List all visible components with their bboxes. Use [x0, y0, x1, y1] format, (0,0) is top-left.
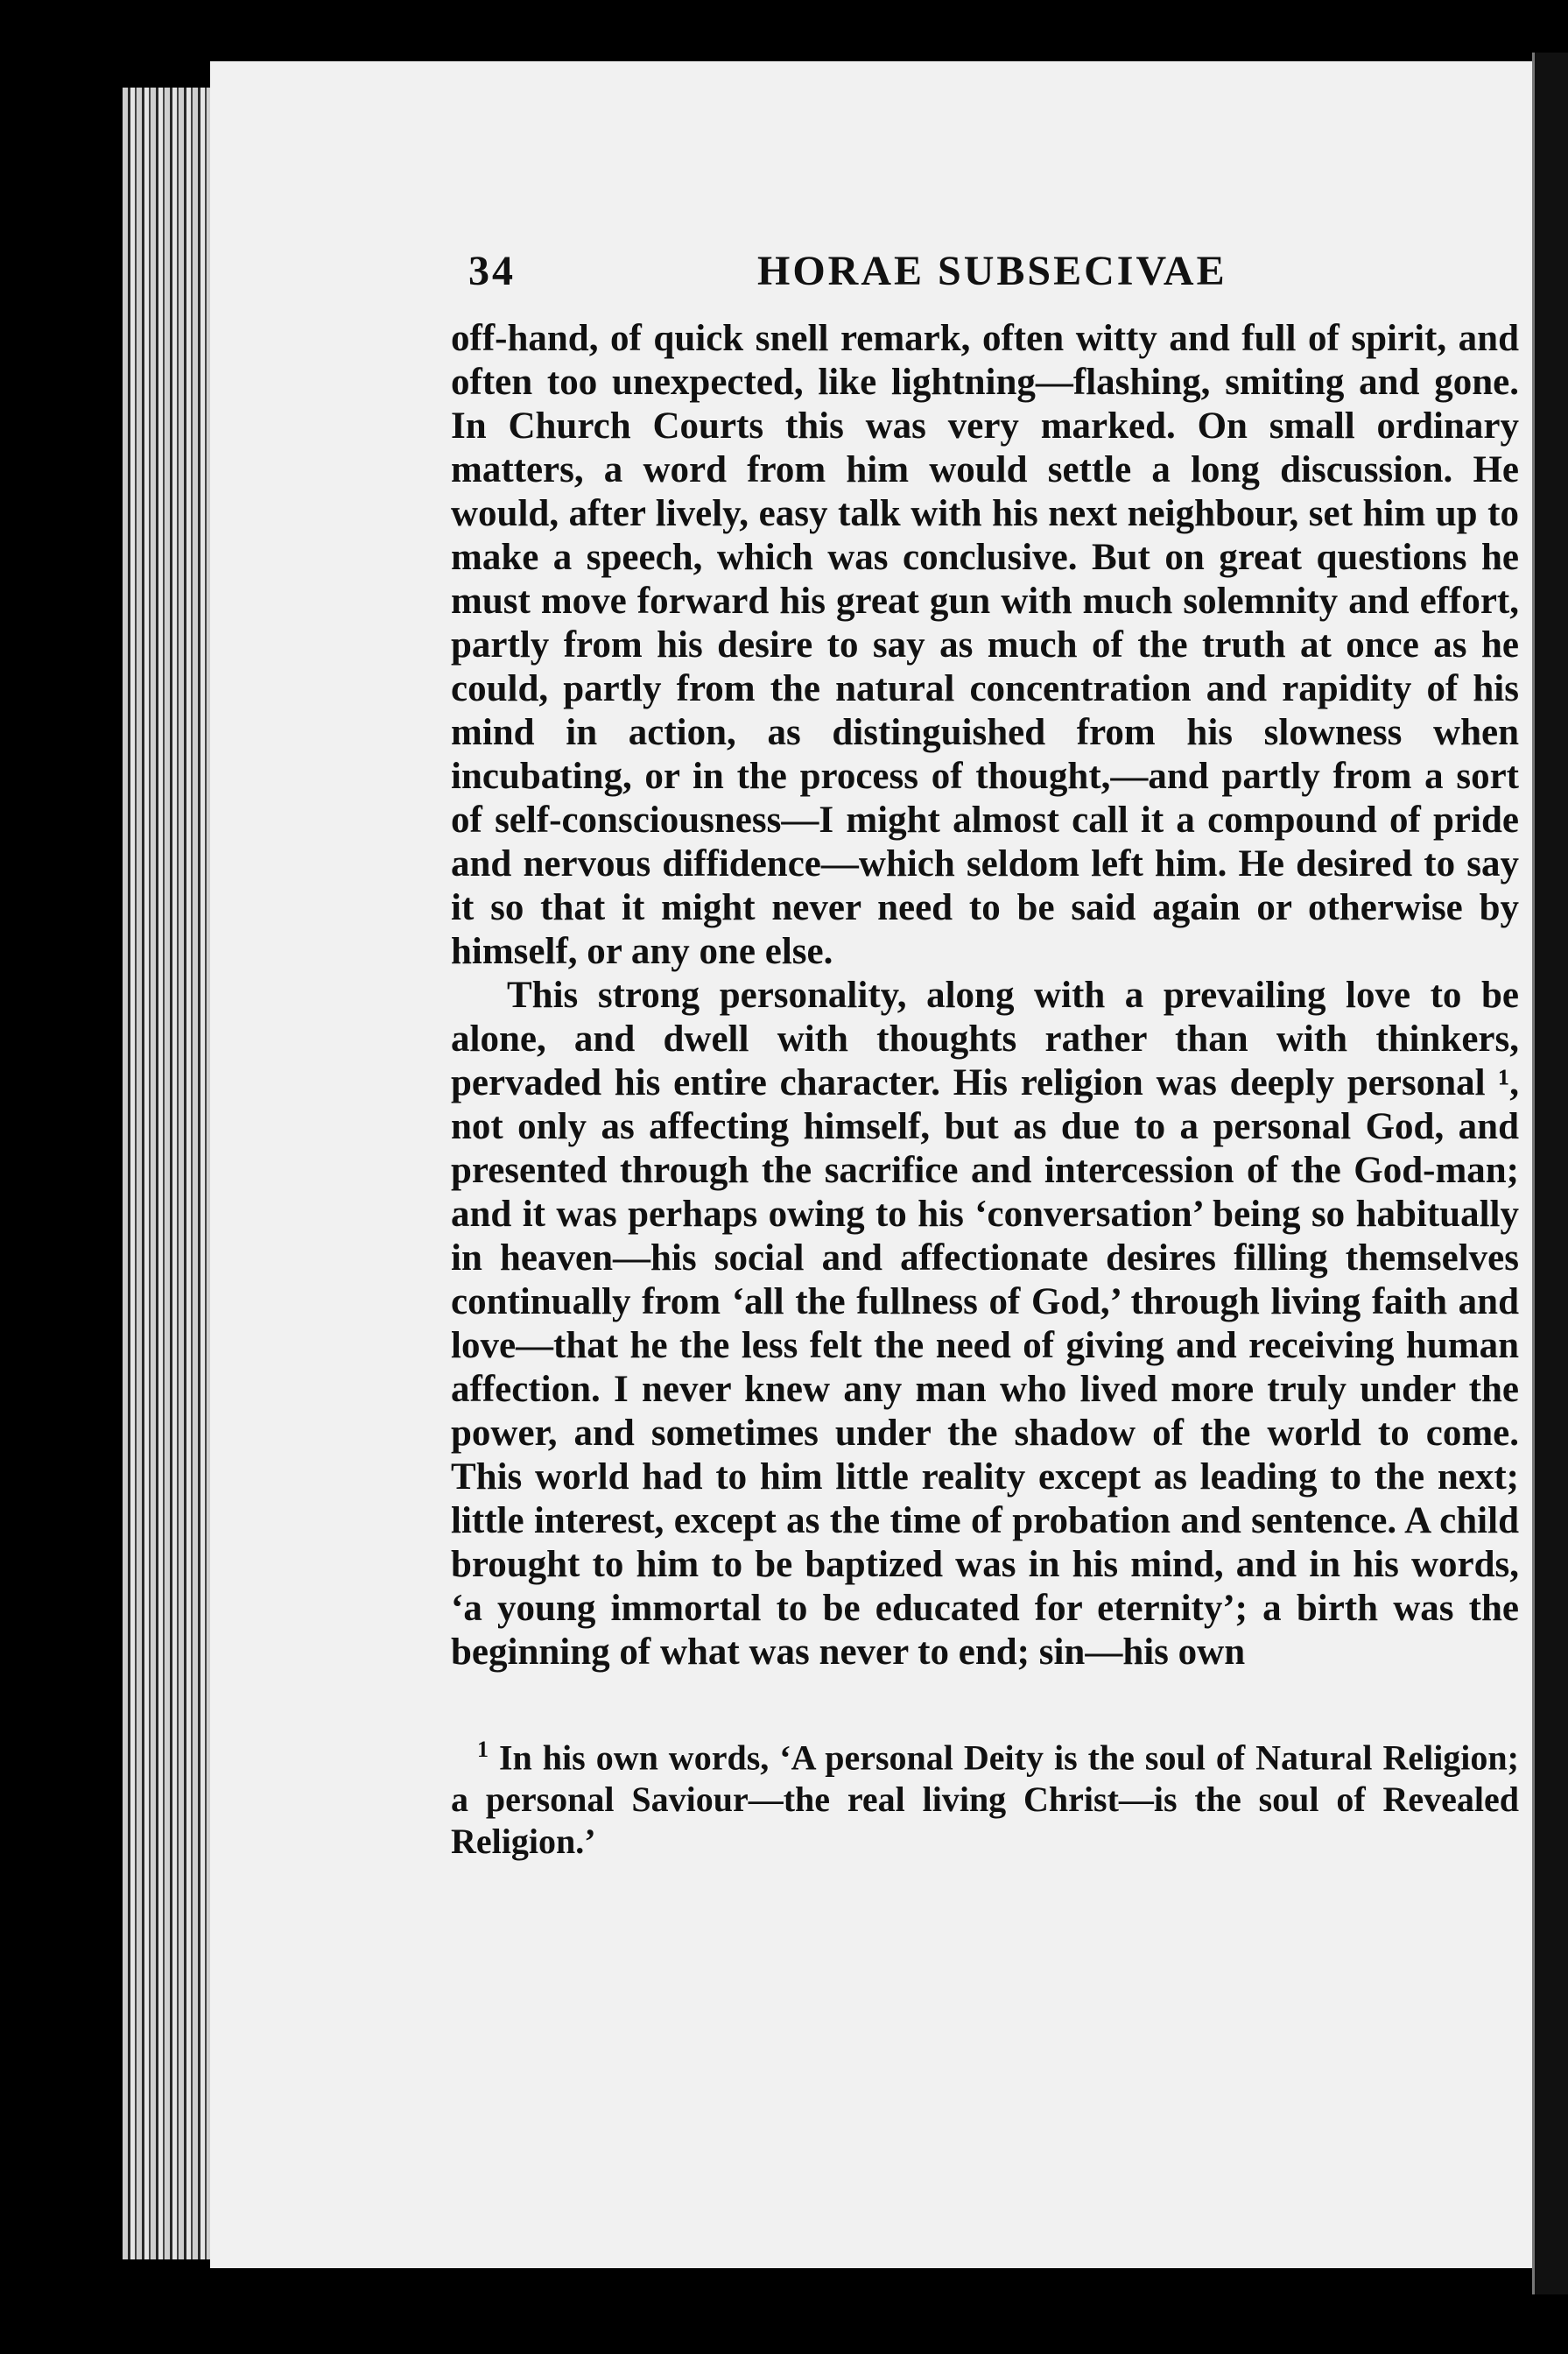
running-title: HORAE SUBSECIVAE: [757, 248, 1227, 294]
paragraph-2: This strong personality, along with a prevailing love to be alone, and dwell with thoughts rather than with thinkers, pervaded his entire character. His religion was deeply personal ¹, not only as affecting himself, but as due to a personal God, and presented through the sacrifice and intercession of the God-man; and it was perhaps owing to his ‘conversation’ being so habitually in heaven—his social and affectionate desires filling themselves continually from ‘all the fullness of God,’ through living faith and love—that he the less felt the need of giving and receiving human affection. I never knew any man who lived more truly under the power, and sometimes under the shadow of the world to come. This world had to him little reality except as leading to the next; little interest, except as the time of probation and sentence. A child brought to him to be baptized was in his mind, and in his words, ‘a young immortal to be educated for eternity’; a birth was the beginning of what was never to end; sin—his own: [451, 975, 1519, 1673]
page-number: 34: [468, 248, 516, 294]
page-stack-edges: [123, 88, 219, 2259]
page-content: [451, 247, 1519, 1863]
footnote-marker: 1: [477, 1737, 489, 1762]
body-text: [451, 317, 1519, 1674]
footnote-text: In his own words, ‘A personal Deity is the soul of Natural Religion; a personal Saviour—the real living Christ—is the soul of Revealed Religion.’: [451, 1737, 1519, 1862]
footnote: [451, 1729, 1519, 1863]
running-header: [451, 247, 1519, 317]
paragraph-1: off-hand, of quick snell remark, often witty and full of spirit, and often too unexpected, like lightning—flashing, smiting and gone. In Church Courts this was very marked. On small ordinary matters, a word from him would settle a long discussion. He would, after lively, easy talk with his next neighbour, set him up to make a speech, which was conclusive. But on great questions he must move forward his great gun with much solemnity and effort, partly from his desire to say as much of the truth at once as he could, partly from the natural concentration and rapidity of his mind in action, as distinguished from his slowness when incubating, or in the process of thought,—and partly from a sort of self-consciousness—I might almost call it a compound of pride and nervous diffidence—which seldom left him. He desired to say it so that it might never need to be said again or otherwise by himself, or any one else.: [451, 318, 1519, 972]
right-border: [1532, 53, 1568, 2294]
